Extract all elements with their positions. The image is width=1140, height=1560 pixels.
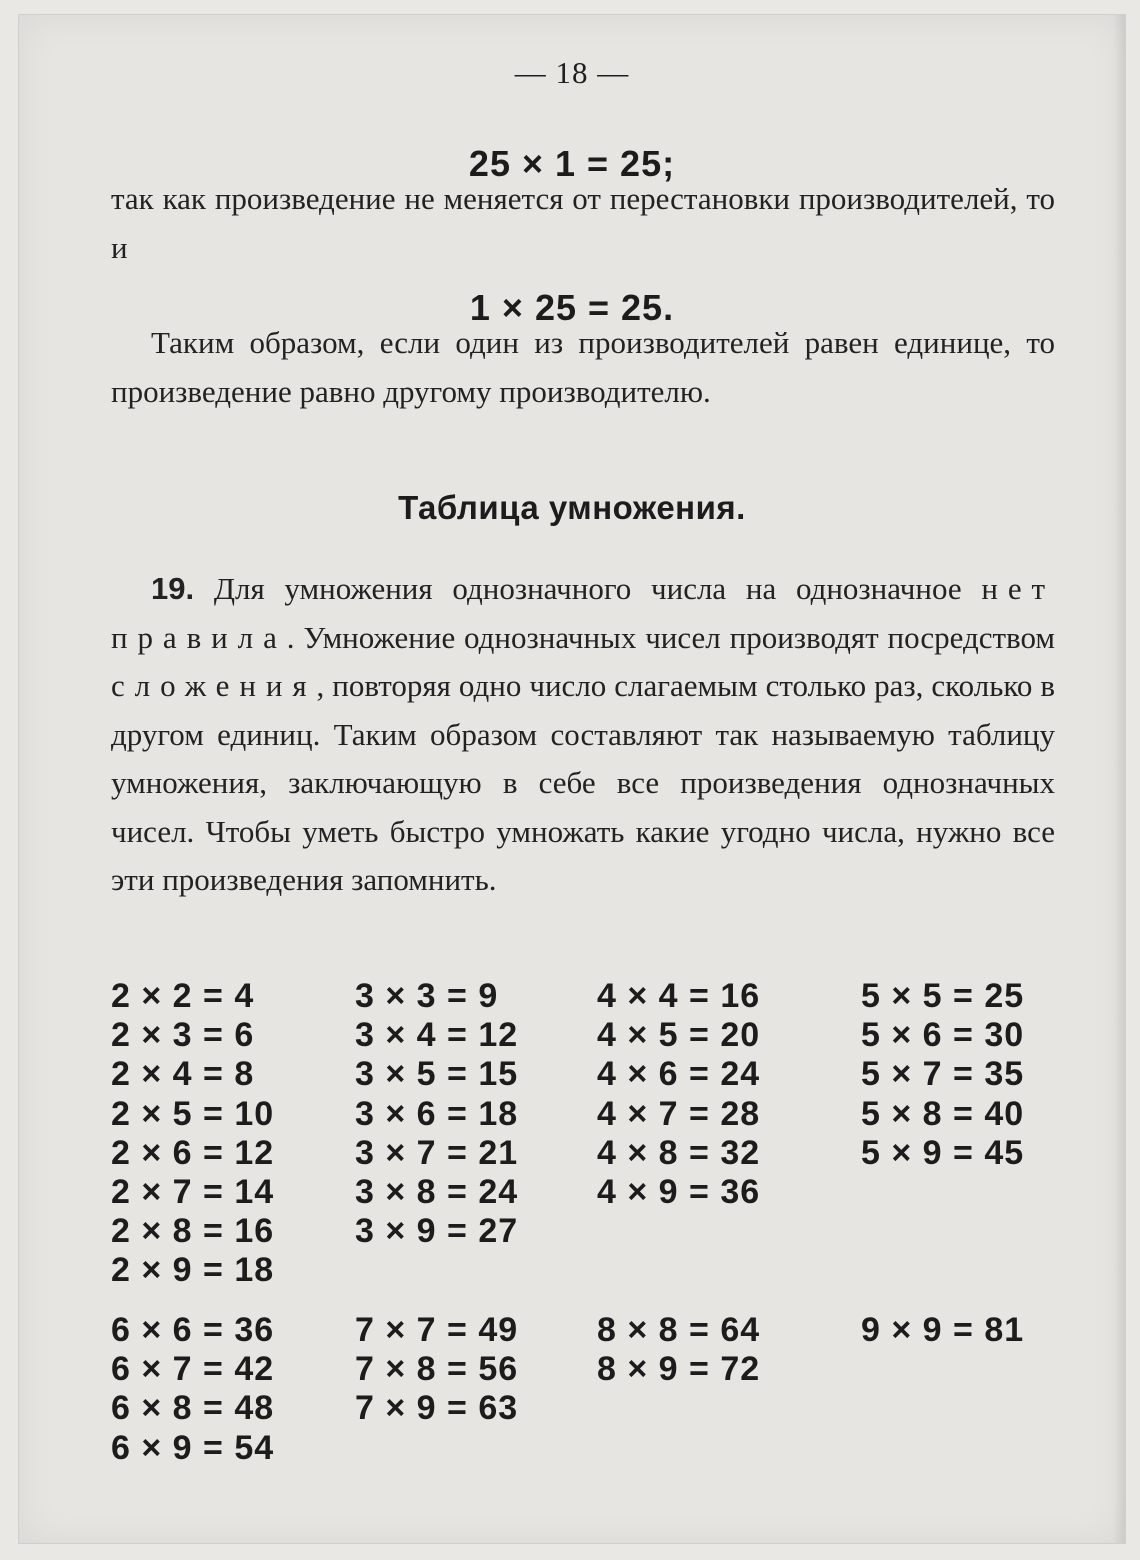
table-row: 2 × 2 = 4 <box>111 977 255 1015</box>
section-heading: Таблица умножения. <box>398 489 746 526</box>
table-row: 9 × 9 = 81 <box>861 1311 1025 1349</box>
table-column-9 <box>861 1311 1024 1350</box>
table-row: 6 × 9 = 54 <box>111 1428 275 1467</box>
table-row: 4 × 4 = 16 <box>597 977 761 1015</box>
table-row: 7 × 9 = 63 <box>355 1389 519 1428</box>
table-row: 5 × 8 = 40 <box>861 1094 1025 1133</box>
paragraph-19 <box>111 565 1055 905</box>
table-row: 6 × 8 = 48 <box>111 1389 275 1428</box>
paragraph-identity: Таким образом, если один из производителей равен единице, то произведение равно другому производителю. <box>111 325 1055 409</box>
table-row: 3 × 5 = 15 <box>355 1055 519 1094</box>
table-row: 8 × 8 = 64 <box>597 1311 761 1349</box>
table-row: 5 × 9 = 45 <box>861 1133 1025 1172</box>
table-row: 2 × 4 = 8 <box>111 1055 255 1094</box>
page-number: — 18 — <box>514 55 630 90</box>
table-row: 8 × 9 = 72 <box>597 1350 761 1389</box>
formula-top: 25 × 1 = 25; <box>468 143 676 184</box>
table-row: 6 × 7 = 42 <box>111 1350 275 1389</box>
paragraph-text-b: . Умножение однозначных чисел производят посредством <box>286 619 1055 655</box>
table-row: 7 × 7 = 49 <box>355 1311 519 1349</box>
table-column-8 <box>597 1311 760 1389</box>
table-column-3 <box>355 977 518 1251</box>
table-row: 2 × 9 = 18 <box>111 1251 275 1290</box>
table-column-2 <box>111 977 274 1291</box>
table-column-4 <box>597 977 760 1212</box>
table-row: 3 × 9 = 27 <box>355 1212 519 1251</box>
table-row: 3 × 8 = 24 <box>355 1172 519 1211</box>
table-row: 5 × 5 = 25 <box>861 977 1025 1015</box>
table-row: 3 × 4 = 12 <box>355 1016 519 1055</box>
paragraph-number: 19. <box>151 571 195 606</box>
page-edge-shadow <box>1113 15 1125 1543</box>
paragraph-commutative: так как произведение не меняется от перестановки производителей, то и <box>111 181 1055 265</box>
table-row: 2 × 8 = 16 <box>111 1212 275 1251</box>
spaced-emphasis-addition: сложения <box>111 668 317 703</box>
table-row: 4 × 6 = 24 <box>597 1055 761 1094</box>
table-row: 2 × 6 = 12 <box>111 1133 275 1172</box>
table-row: 3 × 3 = 9 <box>355 977 499 1015</box>
table-column-5 <box>861 977 1024 1173</box>
table-column-6 <box>111 1311 274 1468</box>
table-row: 2 × 3 = 6 <box>111 1016 255 1055</box>
table-row: 3 × 6 = 18 <box>355 1094 519 1133</box>
table-row: 3 × 7 = 21 <box>355 1133 519 1172</box>
table-row: 4 × 9 = 36 <box>597 1172 761 1211</box>
table-row: 4 × 8 = 32 <box>597 1133 761 1172</box>
table-row: 4 × 7 = 28 <box>597 1094 761 1133</box>
formula-bottom: 1 × 25 = 25. <box>469 287 675 328</box>
paragraph-text-c: , повторяя одно число слагаемым столько раз, сколько в другом единиц. Таким образом составляют так называемую таблицу умножения, заключающую в себе все произведения однозначных чисел. Чтобы уметь быстро умножать какие угодно числа, нужно все эти произведения запомнить. <box>111 668 1055 897</box>
table-row: 5 × 6 = 30 <box>861 1016 1025 1055</box>
table-row: 2 × 7 = 14 <box>111 1172 275 1211</box>
table-column-7 <box>355 1311 518 1429</box>
table-row: 5 × 7 = 35 <box>861 1055 1025 1094</box>
book-page <box>18 14 1126 1544</box>
spaced-emphasis-no-rule: нет правила <box>111 571 1055 655</box>
paragraph-text-a: Для умножения однозначного числа на однозначное <box>194 571 982 606</box>
table-row: 4 × 5 = 20 <box>597 1016 761 1055</box>
table-row: 2 × 5 = 10 <box>111 1094 275 1133</box>
table-row: 7 × 8 = 56 <box>355 1350 519 1389</box>
table-row: 6 × 6 = 36 <box>111 1311 275 1349</box>
